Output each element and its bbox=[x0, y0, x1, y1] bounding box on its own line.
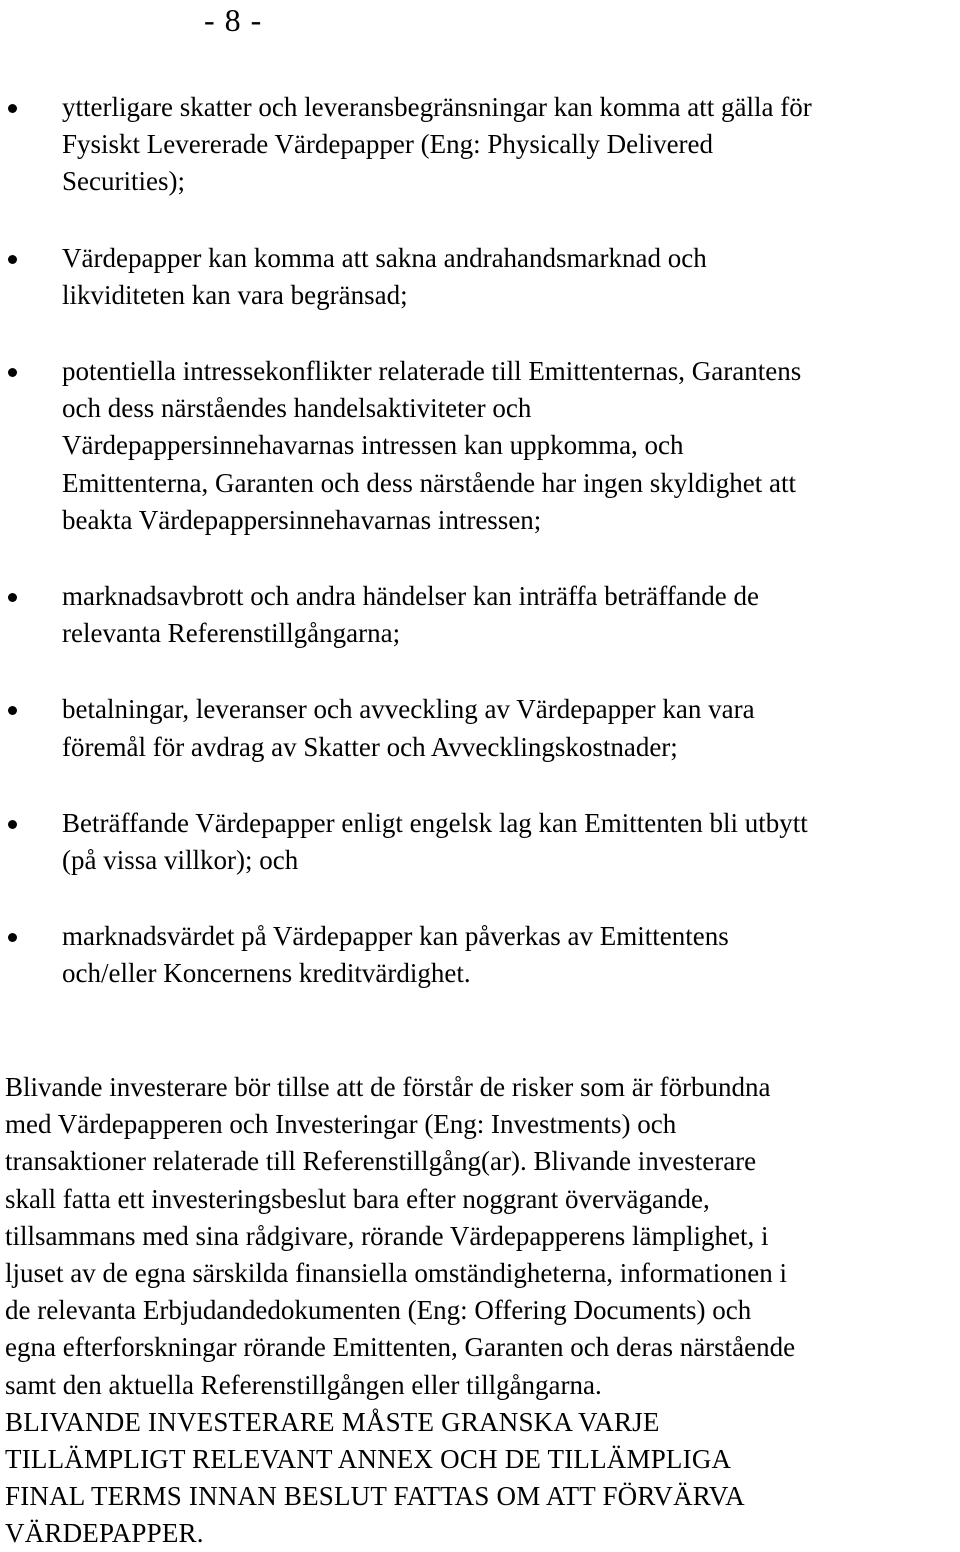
list-item bbox=[0, 805, 960, 879]
bullet-text: Beträffande Värdepapper enligt engelsk lag kan Emittenten bli utbytt (på vissa villkor); och bbox=[62, 807, 808, 876]
bullet-icon bbox=[8, 593, 17, 602]
bullet-text: potentiella intressekonflikter relaterade till Emittenternas, Garantens och dess närståendes handelsaktiviteter och Värdepappersinnehavarnas intressen kan uppkomma, och Emittenterna, Garanten och dess närstående har ingen skyldighet att beakta Värdepappersinnehavarnas intressen; bbox=[62, 356, 802, 535]
bullet-text: ytterligare skatter och leveransbegränsningar kan komma att gälla för Fysiskt Levererade Värdepapper (Eng: Physically Delivered Securities); bbox=[62, 92, 812, 197]
list-item bbox=[0, 918, 960, 992]
list-item bbox=[0, 578, 960, 652]
bullet-icon bbox=[8, 933, 17, 942]
risk-bullet-list bbox=[0, 89, 960, 1032]
bullet-text: marknadsvärdet på Värdepapper kan påverkas av Emittentens och/eller Koncernens kreditvärdighet. bbox=[62, 921, 729, 989]
bullet-icon bbox=[8, 706, 17, 715]
page-number: - 8 - bbox=[204, 2, 263, 38]
list-item bbox=[0, 691, 960, 765]
list-item bbox=[0, 353, 960, 539]
bullet-text: Värdepapper kan komma att sakna andrahandsmarknad och likviditeten kan vara begränsad; bbox=[62, 242, 707, 310]
bullet-icon bbox=[8, 255, 17, 264]
list-item bbox=[0, 240, 960, 314]
closing-section bbox=[5, 1069, 960, 1552]
closing-paragraph: Blivande investerare bör tillse att de förstår de risker som är förbundna med Värdepapperen och Investeringar (Eng: Investments) och transaktioner relaterade till Referenstillgång(ar). Blivande investerare skall fatta ett investeringsbeslut bara efter noggrant övervägande, tillsammans med sina rådgivare, rörande Värdepapperens lämplighet, i ljuset av de egna särskilda finansiella omständigheterna, informationen i de relevanta Erbjudandedokumenten (Eng: Offering Documents) och egna efterforskningar rörande Emittenten, Garanten och deras närstående samt den aktuella Referenstillgången eller tillgångarna. bbox=[5, 1072, 796, 1400]
bullet-icon bbox=[8, 368, 17, 377]
bullet-text: marknadsavbrott och andra händelser kan inträffa beträffande de relevanta Referenstillgångarna; bbox=[62, 581, 759, 649]
bullet-text: betalningar, leveranser och avveckling av Värdepapper kan vara föremål för avdrag av Skatter och Avvecklingskostnader; bbox=[62, 694, 755, 762]
bullet-icon bbox=[8, 104, 17, 113]
bullet-icon bbox=[8, 820, 17, 829]
closing-warning: BLIVANDE INVESTERARE MÅSTE GRANSKA VARJE TILLÄMPLIGT RELEVANT ANNEX OCH DE TILLÄMPLIGA FINAL TERMS INNAN BESLUT FATTAS OM ATT FÖRVÄRVA VÄRDEPAPPER. bbox=[5, 1406, 745, 1548]
list-item bbox=[0, 89, 960, 201]
